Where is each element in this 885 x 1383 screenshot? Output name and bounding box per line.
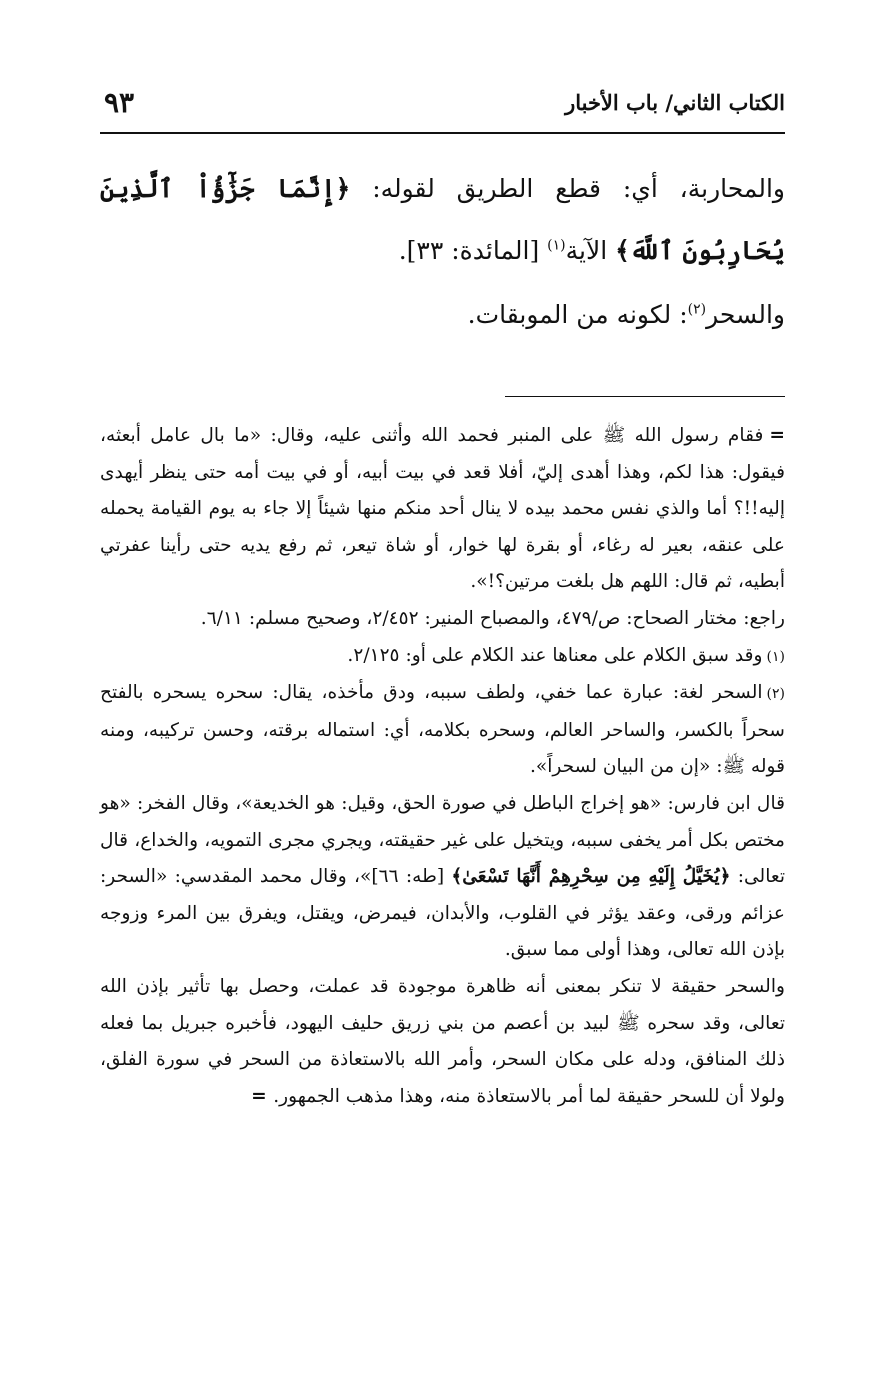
footnote-references: راجع: مختار الصحاح: ص/٤٧٩، والمصباح المنير: ٢/٤٥٢، وصحيح مسلم: ٦/١١. xyxy=(200,607,785,629)
main-lead: والسحر xyxy=(706,300,785,329)
main-lead: والمحاربة، أي: قطع الطريق لقوله: xyxy=(350,174,785,203)
footnotes xyxy=(100,418,785,1115)
aya-word: الآية xyxy=(565,236,616,265)
footnote-2 xyxy=(100,675,785,786)
running-header xyxy=(100,88,785,134)
footnote-ref: (١) xyxy=(547,237,566,254)
continuation-mark: = xyxy=(251,1085,274,1107)
footnote-number: (٢) xyxy=(766,686,785,703)
continuation-text: فقام رسول الله ﷺ على المنبر فحمد الله وأثنى عليه، وقال: «ما بال عامل أبعثه، فيقول: هذا لكم، وهذا أهدى إليّ، أفلا قعد في بيت أبيه، أو في بيت أمه حتى ينظر أيهدى إليه!!؟ أما والذي نفس محمد بيده لا ينال أحد منكم منها شيئاً إلا جاء به يوم القيامة يحمله على عنقه، بعير له رغاء، أو بقرة لها خوار، أو شاة تيعر، ثم رفع يديه حتى رأينا عفرتي أبطيه، ثم قال: اللهم هل بلغت مرتين؟!». xyxy=(100,425,785,593)
running-title: الكتاب الثاني/ باب الأخبار xyxy=(565,90,785,115)
page-number: ٩٣ xyxy=(104,86,135,119)
main-rest: : لكونه من الموبقات. xyxy=(467,300,688,329)
footnote-divider xyxy=(505,396,785,397)
quran-verse: ﴿يُخَيَّلُ إِلَيْهِ مِن سِحْرِهِمْ أَنَّهَا تَسْعَىٰ﴾ xyxy=(451,866,731,888)
footnote-text: والسحر حقيقة لا تنكر بمعنى أنه ظاهرة موجودة قد عملت، وحصل بها تأثير بإذن الله تعالى، وقد سحره ﷺ لبيد بن أعصم من بني زريق حليف اليهود، فأخبره جبريل بما فعله ذلك المنافق، ودله على مكان السحر، وأمر الله بالاستعاذة من السحر في سورة الفلق، ولولا أن للسحر حقيقة لما أمر بالاستعاذة منه، وهذا مذهب الجمهور. xyxy=(100,975,785,1107)
footnote-ref: (٢) xyxy=(687,301,707,318)
footnote-paragraph xyxy=(100,786,785,969)
footnote-continuation xyxy=(100,418,785,601)
footnote-1 xyxy=(100,638,785,676)
footnote-text: وقد سبق الكلام على معناها عند الكلام على أو: ٢/١٢٥. xyxy=(347,644,763,666)
footnote-number: (١) xyxy=(766,648,785,665)
main-paragraph xyxy=(100,158,785,282)
quran-verse: ﴿إِنَّمَا جَزَٰٓؤُاْ ٱلَّذِينَ يُحَارِبُونَ ٱللَّهَ﴾ xyxy=(100,174,785,265)
footnote-text: [طه: ٦٦]»، وقال محمد المقدسي: «السحر: عزائم ورقى، وعقد يؤثر في القلوب، والأبدان، فيمرض، ويقتل، ويفرق بين المرء وزوجه بإذن الله تعالى، وهذا أولى مما سبق. xyxy=(100,866,785,961)
footnote-text: قال ابن فارس: «هو إخراج الباطل في صورة الحق، وقيل: هو الخديعة»، وقال الفخر: «هو مختص بكل أمر يخفى سببه، ويتخيل على غير حقيقته، ويجري مجرى التمويه، والخداع، قال تعالى: xyxy=(100,792,786,888)
footnote-text: السحر لغة: عبارة عما خفي، ولطف سببه، ودق مأخذه، يقال: سحره يسحره بالفتح سحراً بالكسر، والساحر العالم، وسحره بكلامه، أي: استماله برقته، وحسن تركيبه، ومنه قوله ﷺ: «إن من البيان لسحراً». xyxy=(100,682,785,778)
verse-citation: [المائدة: ٣٣]. xyxy=(398,236,548,265)
footnote-paragraph xyxy=(100,969,785,1115)
main-paragraph xyxy=(100,284,785,346)
main-text xyxy=(100,158,785,346)
continuation-mark: = xyxy=(769,425,785,446)
